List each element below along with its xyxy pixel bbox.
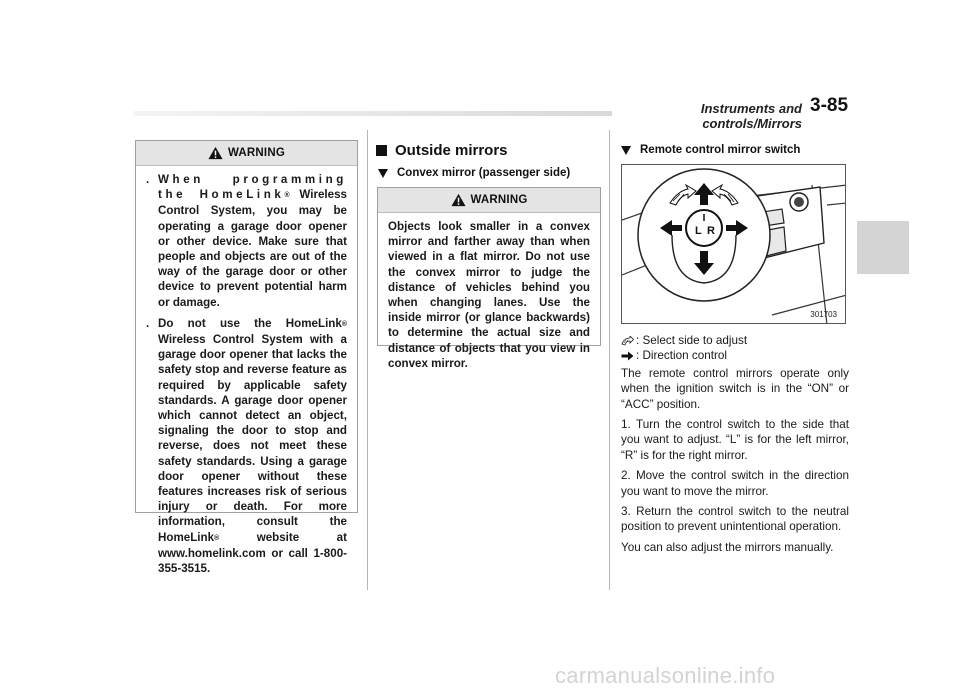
section-square-icon	[376, 145, 387, 156]
convex-mirror-subheading	[378, 167, 570, 179]
watermark: carmanualsonline.info	[555, 663, 776, 688]
section-heading-text: Outside mirrors	[395, 142, 508, 159]
registered-mark: ®	[214, 534, 220, 542]
mirror-switch-inset	[638, 169, 770, 301]
header-rule	[134, 111, 612, 116]
legend-text: : Select side to adjust	[636, 334, 748, 347]
warning-body	[136, 166, 357, 592]
bullet-text-middle: Wireless Control System with a garage door opener that lacks the safety stop and reverse feature as required by applicable safety standards. A garage door opener which cannot detect an object, signaling the door to stop and reverse, does not meet these safety standards. Using a garage door opener without these features increases risk of serious injury or death. For more information, consult the HomeLink	[158, 333, 347, 544]
warning-header	[378, 188, 600, 213]
warning-title: WARNING	[228, 147, 285, 159]
registered-mark: ®	[341, 320, 347, 328]
mirror-knob-small	[790, 193, 808, 211]
section-title: Instruments and controls/Mirrors	[700, 101, 802, 131]
legend-select-side	[621, 333, 849, 348]
subheading-triangle-icon	[621, 146, 631, 155]
figure-code: 301703	[810, 310, 837, 319]
legend-direction-control	[621, 348, 849, 363]
curved-arrow-icon	[621, 336, 634, 346]
outside-mirrors-heading	[376, 142, 508, 159]
warning-bullet-2	[146, 316, 347, 576]
column-divider-right	[609, 130, 610, 590]
bullet-text-end: Wireless Control System, you may be operating a garage door opener or other device. Make sure that people and objects are out of the way of the garage door or other device to prevent potential harm or damage.	[158, 188, 347, 309]
bullet-marker: .	[146, 316, 150, 330]
warning-title: WARNING	[470, 194, 528, 206]
bullet-text-start: When programming the HomeLink	[158, 173, 347, 202]
bullet-text-end: website at www.homelink.com or call 1-800-355-3515.	[158, 530, 347, 576]
direction-arrow-icon	[621, 351, 634, 361]
legend-text: : Direction control	[636, 349, 727, 363]
bullet-text-start: Do not use the HomeLink	[158, 316, 342, 330]
convex-mirror-warning-box	[377, 187, 601, 370]
knob-left-label: L	[695, 225, 702, 237]
subheading-text: Remote control mirror switch	[640, 144, 801, 156]
page-number: 3-85	[810, 95, 849, 116]
mirror-switch-illustration	[622, 165, 846, 324]
registered-mark: ®	[284, 192, 290, 200]
subheading-text: Convex mirror (passenger side)	[397, 167, 571, 179]
homelink-warning-box	[135, 140, 358, 576]
step-3: 3. Return the control switch to the neutral position to prevent unintentional operation.	[621, 505, 849, 534]
warning-text: Objects look smaller in a convex mirror and farther away than when viewed in a flat mirror. Do not use the convex mirror to judge the distance of vehicles behind you when changing lanes. Use the inside mirror (or glance backwards) to determine the actual size and distance of objects that you view in convex mirror.	[388, 220, 590, 370]
bullet-marker: .	[146, 173, 150, 186]
subheading-triangle-icon	[378, 169, 388, 178]
warning-triangle-icon	[208, 146, 223, 160]
paragraph-operation: The remote control mirrors operate only when the ignition switch is in the “ON” or “ACC” position.	[621, 366, 849, 411]
remote-mirror-switch-subheading	[621, 144, 800, 156]
knob-right-label: R	[707, 225, 715, 237]
step-2: 2. Move the control switch in the direction you want to move the mirror.	[621, 469, 849, 498]
paragraph-manual: You can also adjust the mirrors manually.	[621, 540, 834, 554]
warning-bullet-1	[146, 172, 347, 310]
warning-header	[136, 141, 357, 166]
column-divider-left	[367, 130, 368, 590]
remote-mirror-instructions	[621, 333, 849, 560]
chapter-thumb-tab	[857, 221, 909, 274]
warning-body	[378, 213, 600, 381]
warning-triangle-icon	[451, 193, 466, 207]
mirror-switch-figure	[621, 164, 846, 324]
step-1: 1. Turn the control switch to the side that you want to adjust. “L” is for the left mirror, “R” is for the right mirror.	[621, 418, 849, 462]
